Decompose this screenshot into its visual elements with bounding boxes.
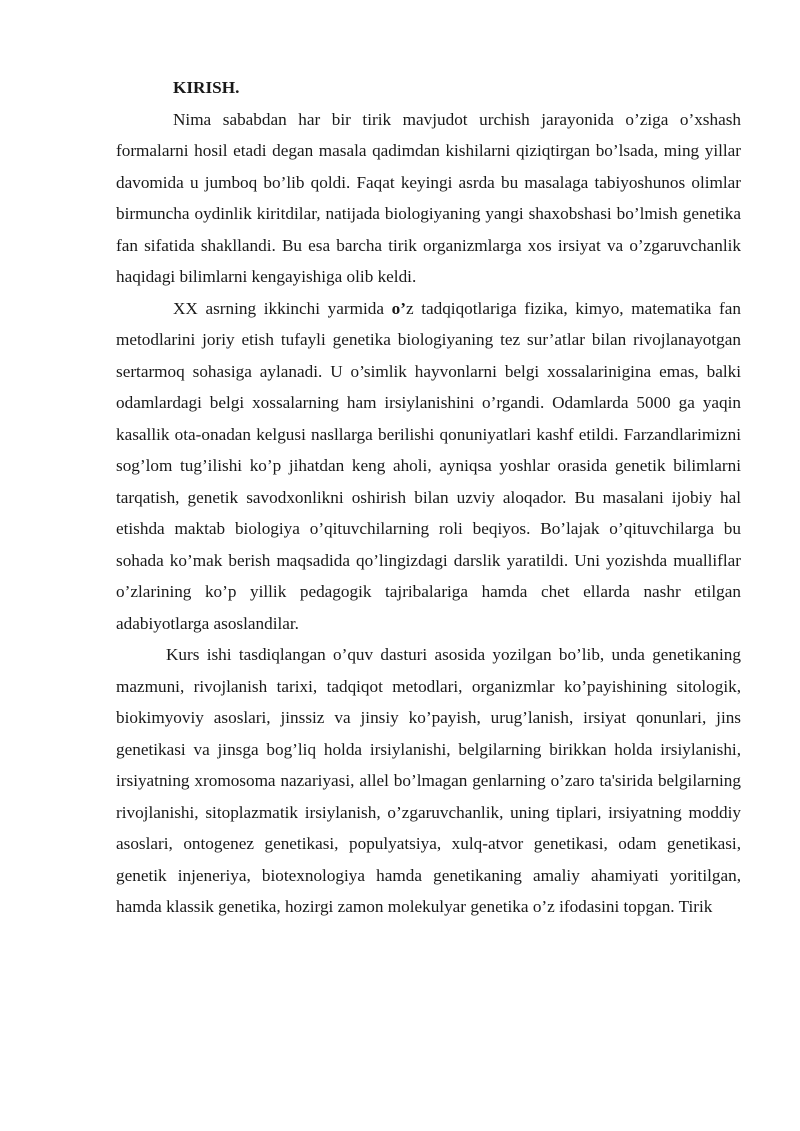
- document-body: [116, 72, 741, 923]
- paragraph-2-bold-fragment: o’: [391, 298, 406, 318]
- paragraph-1: Nima sababdan har bir tirik mavjudot urchish jarayonida o’ziga o’xshash formalarni hosil etadi degan masala qadimdan kishilarni qiziqtirgan bo’lsada, ming yillar davomida u jumboq bo’lib qoldi. Faqat keyingi asrda bu masalaga tabiyoshunos olimlar birmuncha oydinlik kiritdilar, natijada biologiyaning yangi shaxobshasi bo’lmish genetika fan sifatida shakllandi. Bu esa barcha tirik organizmlarga xos irsiyat va o’zgaruvchanlik haqidagi bilimlarni kengayishiga olib keldi.: [116, 109, 741, 286]
- section-heading: KIRISH.: [173, 78, 240, 97]
- paragraph-2-start: XX asrning ikkinchi yarmida: [173, 298, 392, 318]
- paragraph-2-rest: z tadqiqotlariga fizika, kimyo, matematika fan metodlarini joriy etish tufayli genetika biologiyaning tez sur’atlar bilan rivojlanayotgan sertarmoq sohasiga aylanadi. U o’simlik hayvonlarni belgi xossalarinigina emas, balki odamlardagi belgi xossalarning ham irsiylanishini o’rgandi. Odamlarda 5000 ga yaqin kasallik ota-onadan kelgusi nasllarga berilishi qonuniyatlari kashf etildi. Farzandlarimizni sog’lom tug’ilishi ko’p jihatdan keng aholi, ayniqsa yoshlar orasida genetik bilimlarni tarqatish, genetik savodxonlikni oshirish bilan uzviy aloqador. Bu masalani ijobiy hal etishda maktab biologiya o’qituvchilarning roli beqiyos. Bo’lajak o’qituvchilarga bu sohada ko’mak berish maqsadida qo’lingizdagi darslik yaratildi. Uni yozishda mualliflar o’zlarining ko’p yillik pedagogik tajribalariga hamda chet ellarda nashr etilgan adabiyotlarga asoslandilar.: [116, 298, 741, 633]
- paragraph-2: [116, 293, 741, 640]
- paragraph-3: Kurs ishi tasdiqlangan o’quv dasturi asosida yozilgan bo’lib, unda genetikaning mazmuni, rivojlanish tarixi, tadqiqot metodlari, organizmlar ko’payishining sitologik, biokimyoviy asoslari, jinssiz va jinsiy ko’payish, urug’lanish, irsiyat qonunlari, jins genetikasi va jinsga bog’liq holda irsiylanishi, belgilarning birikkan holda irsiylanishi, irsiyatning xromosoma nazariyasi, allel bo’lmagan genlarning o’zaro ta'sirida belgilarning rivojlanishi, sitoplazmatik irsiylanish, o’zgaruvchanlik, uning tiplari, irsiyatning moddiy asoslari, ontogenez genetikasi, populyatsiya, xulq-atvor genetikasi, odam genetikasi, genetik injeneriya, biotexnologiya hamda genetikaning amaliy ahamiyati yoritilgan, hamda klassik genetika, hozirgi zamon molekulyar genetika o’z ifodasini topgan. Tirik: [116, 645, 741, 916]
